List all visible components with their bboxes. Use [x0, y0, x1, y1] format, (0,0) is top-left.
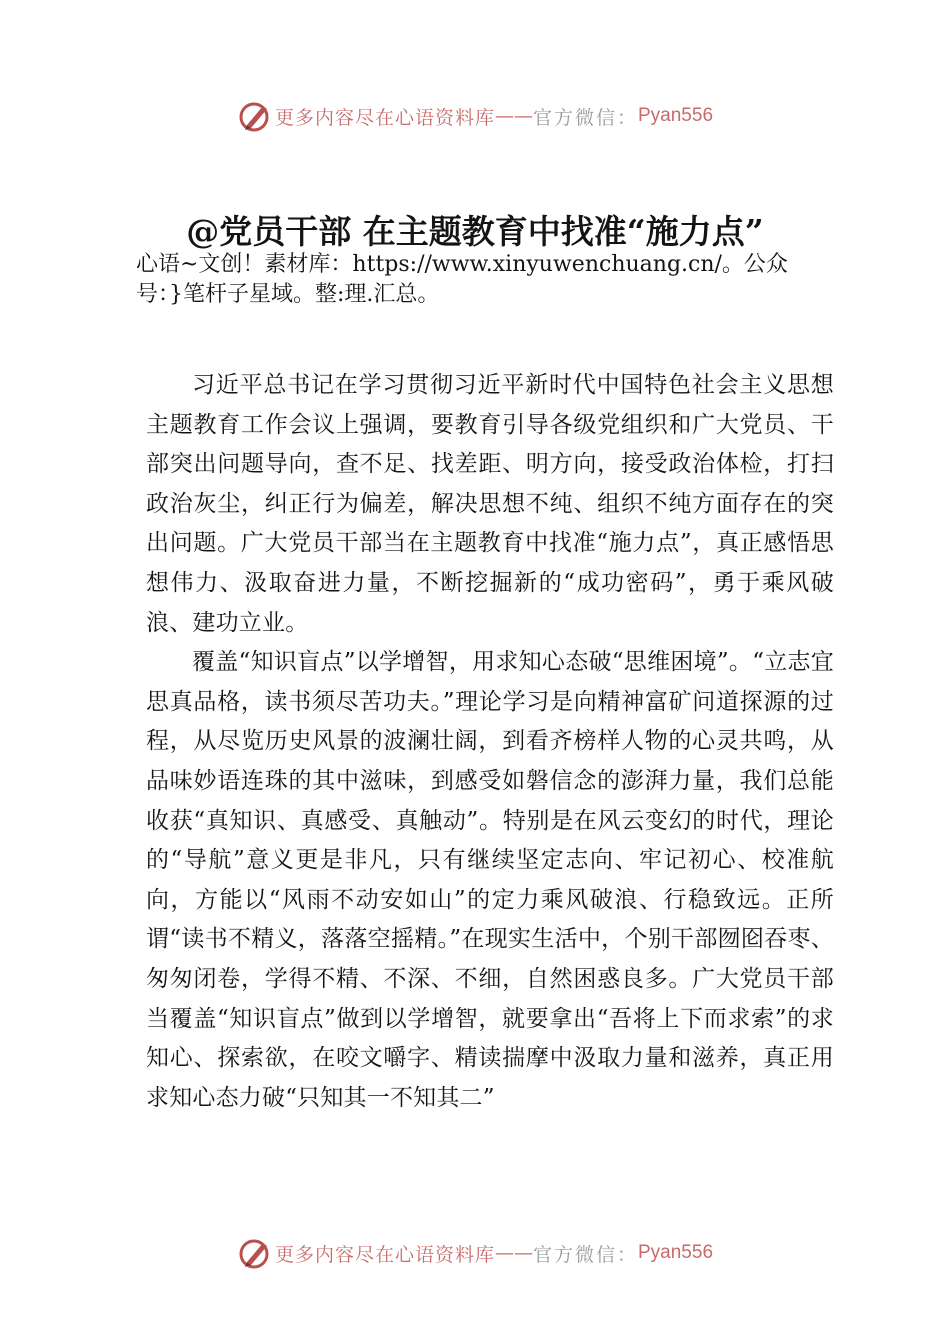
banner-slogan: 更多内容尽在心语资料库 — [274, 106, 495, 129]
banner-separator: —— — [494, 1242, 533, 1264]
banner-label: 官方微信： — [532, 1243, 638, 1266]
pen-logo-icon — [237, 1235, 273, 1271]
footer-watermark-banner — [0, 1233, 950, 1273]
paragraph: 覆盖“知识盲点”以学增智，用求知心态破“思维困境”。“立志宜思真品格，读书须尽苦功夫。”理论学习是向精神富矿问道探源的过程，从尽览历史风景的波澜壮阔，到看齐榜样人物的心灵共鸣，从品味妙语连珠的其中滋味，到感受如磐信念的澎湃力量，我们总能收获“真知识、真感受、真触动”。特别是在风云变幻的时代，理论的“导航”意义更是非凡，只有继续坚定志向、牢记初心、校准航向，方能以“风雨不动安如山”的定力乘风破浪、行稳致远。正所谓“读书不精义，落落空摇精。”在现实生活中，个别干部囫囵吞枣、匆匆闭卷，学得不精、不深、不细，自然困惑良多。广大党员干部当覆盖“知识盲点”做到以学增智，就要拿出“吾将上下而求索”的求知心、探索欲，在咬文嚼字、精读揣摩中汲取力量和滋养，真正用求知心态力破“只知其一不知其二” — [146, 649, 834, 1111]
source-note: 心语~文创！素材库：https://www.xinyuwenchuang.cn/。公众号：}笔杆子星域。整:理.汇总。 — [136, 252, 788, 307]
pen-logo-icon — [237, 98, 273, 134]
banner-handle: Pyan556 — [638, 1242, 714, 1263]
banner-label: 官方微信： — [532, 106, 638, 129]
banner-handle: Pyan556 — [638, 105, 714, 126]
document-title: @党员干部 在主题教育中找准“施力点” — [186, 212, 764, 251]
banner-separator: —— — [494, 105, 533, 127]
header-watermark-banner — [0, 96, 950, 136]
banner-slogan: 更多内容尽在心语资料库 — [274, 1243, 495, 1266]
paragraph: 习近平总书记在学习贯彻习近平新时代中国特色社会主义思想主题教育工作会议上强调，要教育引导各级党组织和广大党员、干部突出问题导向，查不足、找差距、明方向，接受政治体检，打扫政治灰尘，纠正行为偏差，解决思想不纯、组织不纯方面存在的突出问题。广大党员干部当在主题教育中找准“施力点”，真正感悟思想伟力、汲取奋进力量，不断挖掘新的“成功密码”，勇于乘风破浪、建功立业。 — [146, 372, 834, 636]
document-body — [146, 366, 834, 1118]
